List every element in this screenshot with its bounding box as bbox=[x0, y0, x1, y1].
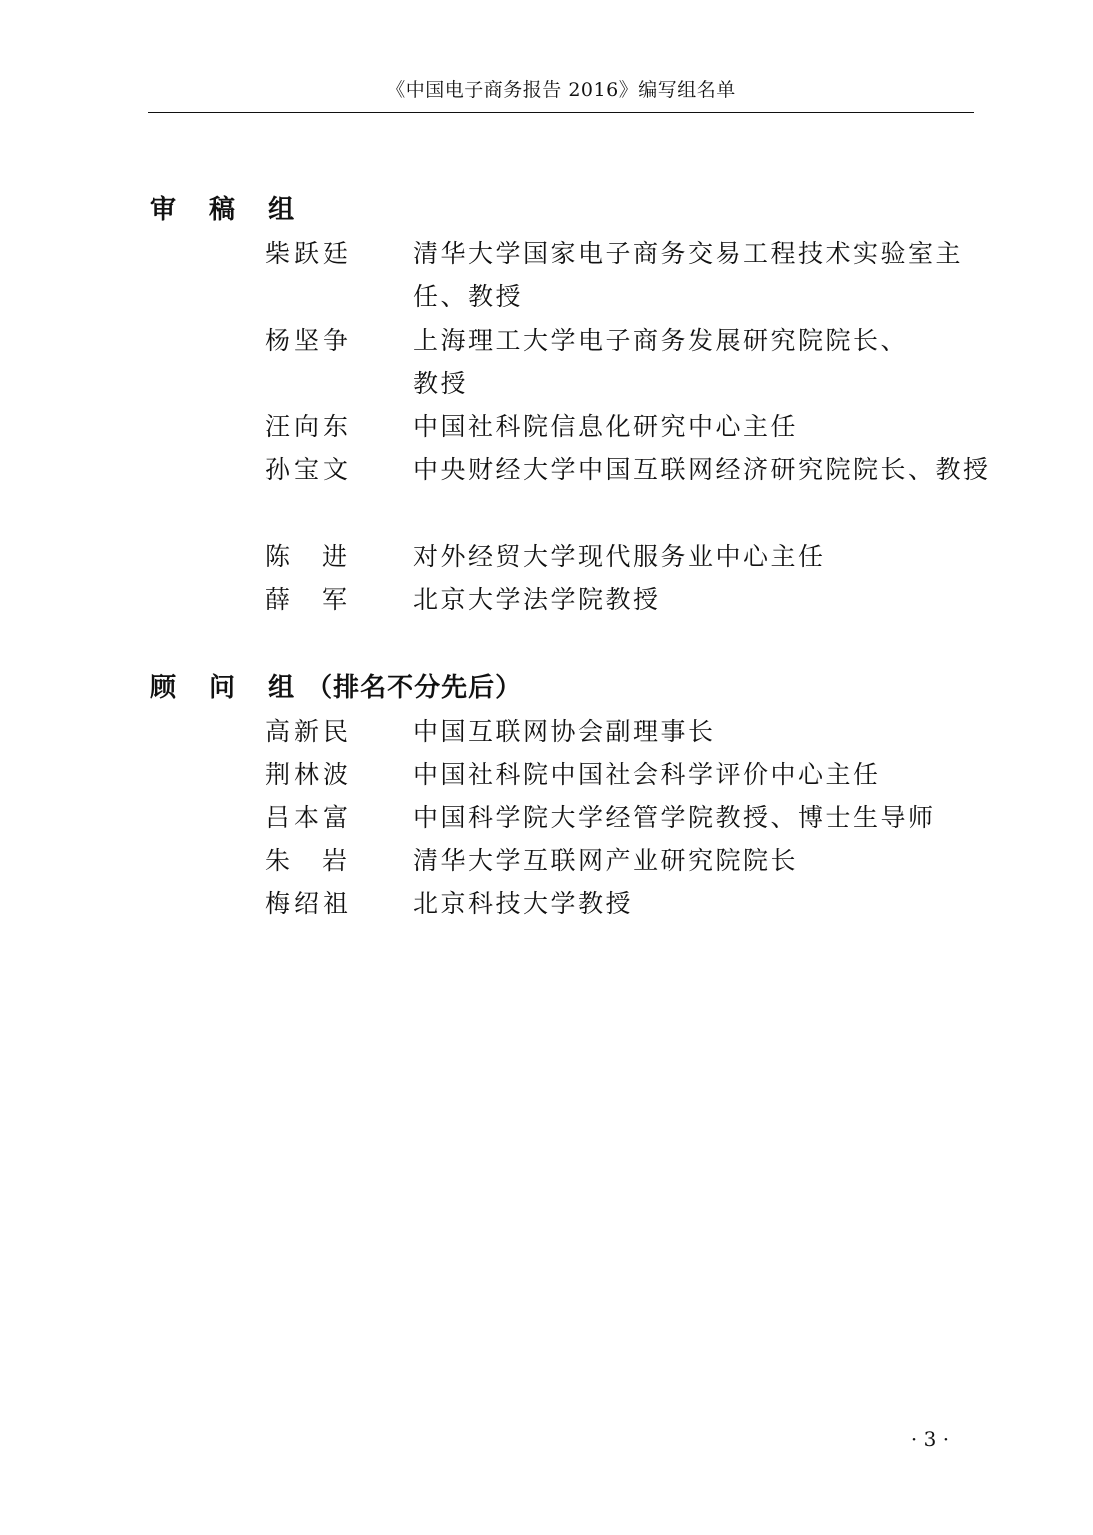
member-title: 清华大学互联网产业研究院院长 bbox=[413, 846, 799, 875]
section-title-main: 审 稿 组 bbox=[150, 195, 307, 225]
header-rule bbox=[148, 112, 974, 113]
page-number: · 3 · bbox=[910, 1427, 950, 1451]
member-title: 中国社科院信息化研究中心主任 bbox=[413, 412, 799, 441]
member-name: 高新民 bbox=[265, 717, 353, 746]
section-title-suffix: （排名不分先后） bbox=[306, 673, 523, 703]
member-title: 北京科技大学教授 bbox=[413, 889, 634, 918]
member-title: 中国社科院中国社会科学评价中心主任 bbox=[413, 760, 881, 789]
section-title-main: 顾 问 组 bbox=[150, 673, 307, 703]
member-name: 薛军 bbox=[265, 585, 380, 614]
member-title: 上海理工大学电子商务发展研究院院长、教授 bbox=[413, 326, 909, 398]
member-title: 中央财经大学中国互联网经济研究院院长、教授 bbox=[413, 455, 991, 484]
running-header: 《中国电子商务报告 2016》编写组名单 bbox=[386, 79, 736, 101]
member-name: 梅绍祖 bbox=[265, 889, 353, 918]
member-title: 对外经贸大学现代服务业中心主任 bbox=[413, 542, 826, 571]
member-title: 北京大学法学院教授 bbox=[413, 585, 661, 614]
member-name: 荆林波 bbox=[265, 760, 353, 789]
section-title-review-group bbox=[150, 192, 306, 228]
member-title: 清华大学国家电子商务交易工程技术实验室主任、教授 bbox=[413, 239, 964, 311]
member-name: 陈进 bbox=[265, 542, 380, 571]
member-name: 吕本富 bbox=[265, 803, 353, 832]
member-name: 汪向东 bbox=[265, 412, 353, 441]
section-title-advisory-group bbox=[150, 670, 522, 706]
member-name: 孙宝文 bbox=[265, 455, 353, 484]
member-name: 杨坚争 bbox=[265, 326, 353, 355]
member-name: 柴跃廷 bbox=[265, 239, 353, 268]
member-name: 朱岩 bbox=[265, 846, 380, 875]
member-title: 中国科学院大学经管学院教授、博士生导师 bbox=[413, 803, 936, 832]
member-title: 中国互联网协会副理事长 bbox=[413, 717, 716, 746]
